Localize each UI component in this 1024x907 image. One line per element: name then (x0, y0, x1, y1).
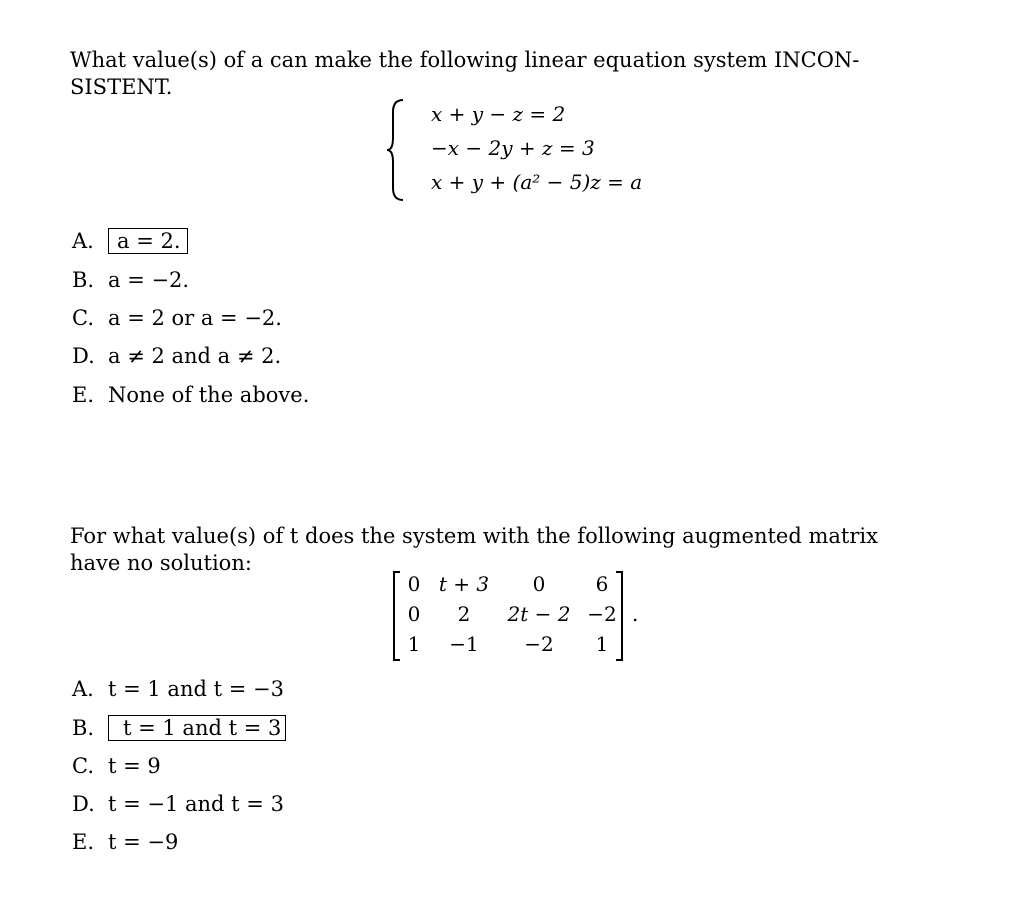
option-letter: A. (72, 229, 94, 253)
matrix-period: . (632, 602, 639, 626)
question-2-prompt-line-1: For what value(s) of t does the system with the following augmented matrix (70, 524, 878, 548)
question-1-prompt-line-2: SISTENT. (70, 75, 173, 99)
option-text: t = −9 (108, 830, 179, 854)
q1-option-c[interactable] (72, 306, 282, 330)
question-1-prompt (70, 47, 970, 101)
question-2-prompt (70, 523, 970, 577)
q2-option-e[interactable] (72, 830, 178, 854)
option-letter: B. (72, 268, 95, 292)
option-text-boxed: a = 2. (108, 228, 188, 254)
option-letter: C. (72, 306, 94, 330)
option-text: a = −2. (108, 268, 190, 292)
augmented-matrix (392, 570, 652, 662)
question-1-prompt-line-1: What value(s) of a can make the following linear equation system INCON- (70, 48, 860, 72)
matrix-cell: 6 (595, 572, 609, 596)
matrix-cell: 1 (407, 632, 421, 656)
equation-3: x + y + (a² − 5)z = a (431, 170, 643, 194)
option-letter: E. (72, 830, 95, 854)
option-text: t = 1 and t = −3 (108, 677, 284, 701)
equation-2: −x − 2y + z = 3 (431, 136, 595, 160)
option-letter: E. (72, 383, 95, 407)
q1-option-b[interactable] (72, 268, 189, 292)
matrix-cell: 2 (457, 602, 471, 626)
option-letter: B. (72, 716, 95, 740)
q2-option-b[interactable] (72, 715, 286, 741)
matrix-cell: 0 (407, 602, 421, 626)
option-letter: D. (72, 792, 95, 816)
matrix-cell: −1 (449, 632, 479, 656)
matrix-cell: 1 (595, 632, 609, 656)
q1-option-a[interactable] (72, 228, 188, 254)
q1-option-d[interactable] (72, 344, 281, 368)
option-text: None of the above. (108, 383, 310, 407)
q1-option-e[interactable] (72, 383, 309, 407)
option-text: t = 9 (108, 754, 161, 778)
matrix-cell: 0 (407, 572, 421, 596)
option-letter: C. (72, 754, 94, 778)
left-bracket-icon (392, 570, 402, 662)
option-text: t = −1 and t = 3 (108, 792, 284, 816)
equation-1: x + y − z = 2 (431, 102, 566, 126)
question-2-prompt-line-2: have no solution: (70, 551, 252, 575)
option-letter: D. (72, 344, 95, 368)
q2-option-c[interactable] (72, 754, 161, 778)
matrix-cell: t + 3 (438, 572, 490, 596)
option-text-boxed: t = 1 and t = 3 (108, 715, 286, 741)
matrix-cell: 2t − 2 (507, 602, 571, 626)
matrix-cell: 0 (532, 572, 546, 596)
matrix-cell: −2 (524, 632, 554, 656)
option-text: a ≠ 2 and a ≠ 2. (108, 344, 282, 368)
matrix-cell: −2 (587, 602, 617, 626)
left-brace-icon (385, 98, 407, 202)
q2-option-a[interactable] (72, 677, 284, 701)
option-text: a = 2 or a = −2. (108, 306, 282, 330)
option-letter: A. (72, 677, 94, 701)
q2-option-d[interactable] (72, 792, 284, 816)
